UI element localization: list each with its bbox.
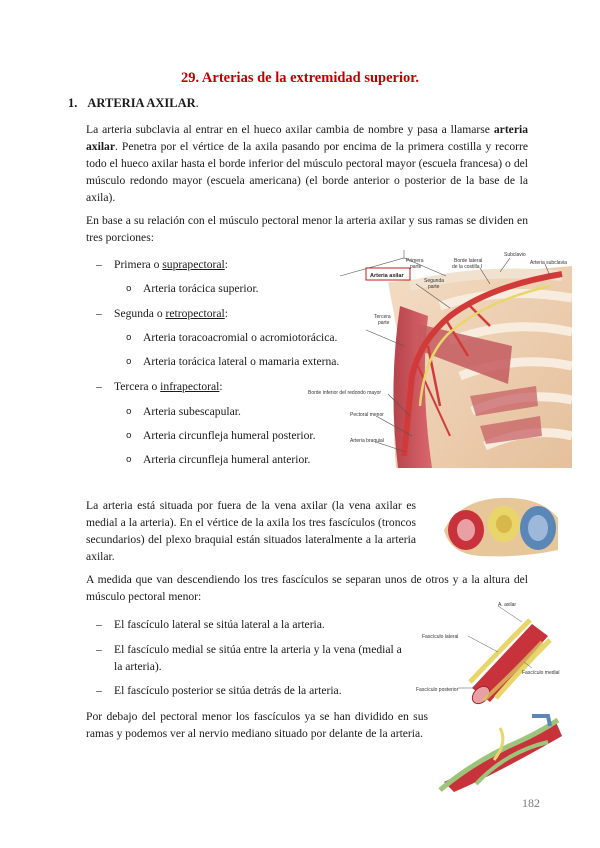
label-borde-inferior: Borde inferior del redondo mayor xyxy=(308,390,382,396)
nerve-core xyxy=(496,515,512,533)
section-number: 1. xyxy=(68,96,78,110)
portion-prefix: Primera o xyxy=(114,258,163,271)
paragraph-intro-text-2: . Penetra por el vértice de la axila pasando por encima de la primera costilla y recorre todo el hueco axilar hasta el borde inferior del músculo pectoral mayor (escuela francesa) o del músculo redondo mayor (escuela americana) (el borde anterior o posterior de la base de la axila). xyxy=(86,140,528,204)
section-heading xyxy=(68,96,199,111)
label-tercera-parte-2: parte xyxy=(378,320,390,326)
axillary-artery-figure xyxy=(300,246,572,468)
median-nerve-figure xyxy=(436,712,564,794)
paragraph-vein-relation xyxy=(86,497,416,565)
paragraph-median-nerve-text: Por debajo del pectoral menor los fascículos ya se han dividido en sus ramas y podemos ver al nervio mediano situado por delante de la arteria. xyxy=(86,710,428,740)
label-arteria-axilar: Arteria axilar xyxy=(370,273,404,279)
label-segunda-parte-1: Segunda xyxy=(424,278,445,284)
paragraph-portions-text: En base a su relación con el músculo pectoral menor la arteria axilar y sus ramas se dividen en tres porciones: xyxy=(86,214,528,244)
fascicle-item-lateral xyxy=(96,616,406,633)
portion-suffix: : xyxy=(224,258,228,271)
label-a-axilar: A. axilar xyxy=(498,602,517,608)
vein-lumen xyxy=(528,515,548,541)
portion-prefix: Tercera o xyxy=(114,380,161,393)
branch-text: Arteria toracoacromial o acromiotorácica. xyxy=(143,331,338,344)
fascicle-text: El fascículo medial se sitúa entre la arteria y la vena (medial a la arteria). xyxy=(114,643,402,673)
dash-marker: – xyxy=(96,258,102,271)
label-borde-lateral-1: Borde lateral xyxy=(454,258,483,264)
branch-item xyxy=(126,451,310,468)
branch-text: Arteria subescapular. xyxy=(143,405,241,418)
label-borde-lateral-2: de la costilla I xyxy=(452,264,483,270)
branch-text: Arteria circunfleja humeral anterior. xyxy=(143,453,311,466)
page-title: 29. Arterias de la extremidad superior. xyxy=(180,70,420,86)
paragraph-intro xyxy=(86,121,528,206)
paragraph-vein-relation-text: La arteria está situada por fuera de la vena axilar (la vena axilar es medial a la arteria). En el vértice de la axila los tres fascículos (troncos secundarios) del plexo braquial están situados lateralmente a la arteria axilar. xyxy=(86,499,416,563)
branch-item xyxy=(126,280,259,297)
portion-prefix: Segunda o xyxy=(114,307,166,320)
branch-item xyxy=(126,427,316,444)
fascicle-text: El fascículo lateral se sitúa lateral a la arteria. xyxy=(114,618,325,631)
fascicle-item-medial xyxy=(96,641,406,675)
page-number: 182 xyxy=(522,796,540,810)
portion-name: retropectoral xyxy=(165,307,225,320)
portion-item-3 xyxy=(96,378,223,395)
dash-marker: – xyxy=(96,618,102,631)
label-subclavio: Subclavio xyxy=(504,252,526,258)
fascicle-item-posterior xyxy=(96,682,406,699)
portion-name: suprapectoral xyxy=(162,258,225,271)
paragraph-portions xyxy=(86,212,528,246)
portion-name: infrapectoral xyxy=(160,380,220,393)
artery-lumen xyxy=(457,519,475,541)
paragraph-intro-text-1: La arteria subclavia al entrar en el hueco axilar cambia de nombre y pasa a llamarse xyxy=(86,123,494,136)
dash-marker: – xyxy=(96,643,102,656)
dash-marker: – xyxy=(96,307,102,320)
label-primera-parte-1: Primera xyxy=(406,258,424,264)
dash-marker: – xyxy=(96,684,102,697)
portion-suffix: : xyxy=(219,380,223,393)
branch-item xyxy=(126,403,241,420)
section-title: ARTERIA AXILAR xyxy=(87,96,196,110)
branch-text: Arteria torácica lateral o mamaria externa. xyxy=(143,355,340,368)
vessel-cross-section-figure xyxy=(440,490,562,560)
term-arteria-axilar: arteria axilar xyxy=(86,123,528,153)
portion-suffix: : xyxy=(224,307,228,320)
label-primera-parte-2: parte xyxy=(410,264,422,270)
label-segunda-parte-2: parte xyxy=(428,284,440,290)
portion-item-1 xyxy=(96,256,228,273)
fascicles-figure xyxy=(412,596,562,706)
branch-text: Arteria circunfleja humeral posterior. xyxy=(143,429,316,442)
branch-text: Arteria torácica superior. xyxy=(143,282,259,295)
label-fasciculo-posterior: Fascículo posterior xyxy=(416,687,459,693)
label-pectoral-menor: Pectoral menor xyxy=(350,412,384,418)
label-arteria-braquial: Arteria braquial xyxy=(350,438,384,444)
section-title-period: . xyxy=(195,96,199,110)
bullet-marker: o xyxy=(126,431,132,441)
bullet-marker: o xyxy=(126,333,132,343)
label-tercera-parte-1: Tercera xyxy=(374,314,391,320)
label-fasciculo-medial: Fascículo medial xyxy=(522,670,560,676)
label-arteria-subclavia: Arteria subclavia xyxy=(530,260,567,266)
paragraph-median-nerve xyxy=(86,708,428,742)
bullet-marker: o xyxy=(126,455,132,465)
fascicle-text: El fascículo posterior se sitúa detrás de la arteria. xyxy=(114,684,342,697)
label-fasciculo-lateral: Fascículo lateral xyxy=(422,634,459,640)
bullet-marker: o xyxy=(126,407,132,417)
dash-marker: – xyxy=(96,380,102,393)
bullet-marker: o xyxy=(126,357,132,367)
paragraph-fascicles-text: A medida que van descendiendo los tres fascículos se separan unos de otros y a la altura del músculo pectoral menor: xyxy=(86,573,528,603)
bullet-marker: o xyxy=(126,284,132,294)
portion-item-2 xyxy=(96,305,228,322)
